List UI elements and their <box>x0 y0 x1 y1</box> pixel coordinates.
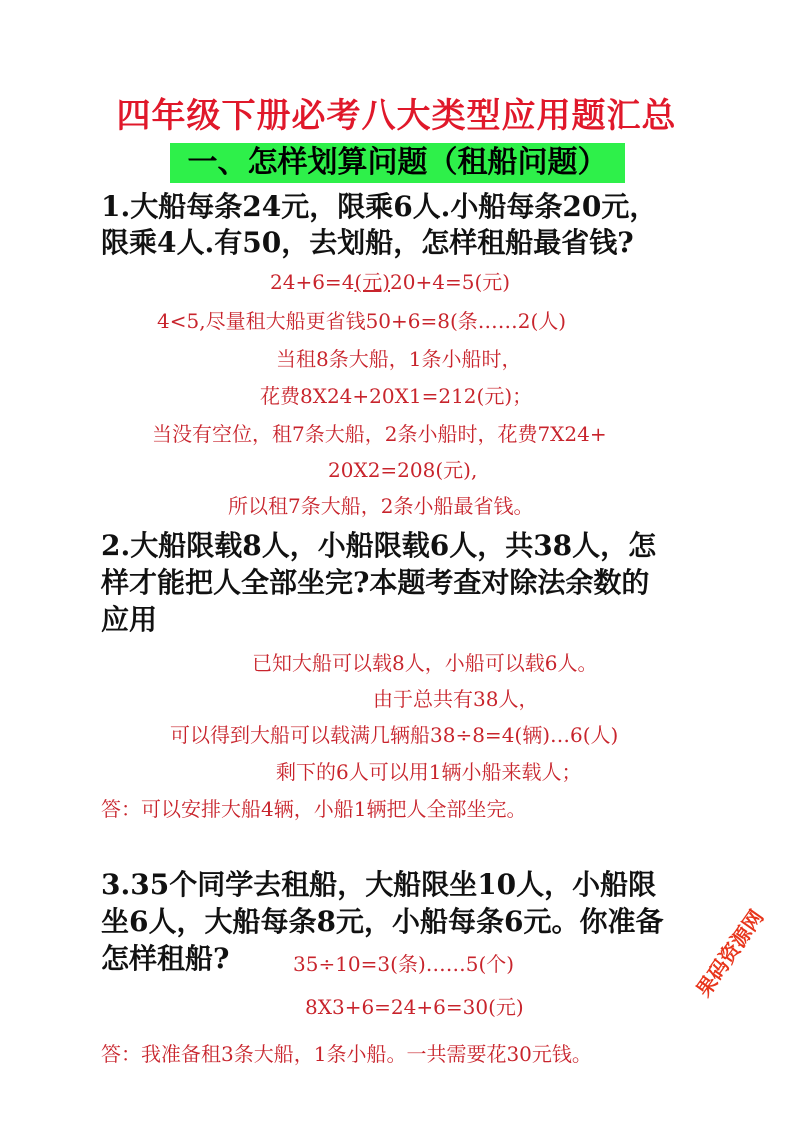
watermark-logo: 果码资源网 <box>691 905 769 1002</box>
q1-answer-line7: 所以租7条大船，2条小船最省钱。 <box>228 494 534 518</box>
q2-answer-line1: 已知大船可以载8人，小船可以载6人。 <box>252 651 598 675</box>
q1-answer-line5: 当没有空位，租7条大船，2条小船时，花费7X24+ <box>152 422 607 446</box>
page-title: 四年级下册必考八大类型应用题汇总 <box>116 96 677 136</box>
q1-answer-line1-underlined: (元) <box>354 270 391 294</box>
q1-line1: 1.大船每条24元，限乘6人.小船每条20元， <box>101 190 658 223</box>
q1-answer-line6: 20X2=208(元), <box>328 458 478 482</box>
q1-answer-line1 <box>270 268 510 296</box>
q2-answer-line3: 可以得到大船可以载满几辆船38÷8=4(辆)…6(人) <box>170 723 619 747</box>
q1-answer-line4: 花费8X24+20X1=212(元)； <box>260 384 533 408</box>
q2-line1: 2.大船限载8人，小船限载6人，共38人，怎 <box>101 529 657 562</box>
q1-answer-line1-pre: 24+6=4 <box>270 270 355 294</box>
q2-answer-conclusion: 答：可以安排大船4辆，小船1辆把人全部坐完。 <box>101 797 527 821</box>
q2-line3: 应用 <box>101 603 158 636</box>
section-heading: 一、怎样划算问题（租船问题） <box>170 143 625 183</box>
q2-line2: 样才能把人全部坐完?本题考查对除法余数的 <box>101 566 650 599</box>
q3-answer-line2: 8X3+6=24+6=30(元) <box>305 995 524 1019</box>
q2-answer-line4: 剩下的6人可以用1辆小船来载人； <box>276 760 582 784</box>
q1-line2: 限乘4人.有50，去划船，怎样租船最省钱? <box>101 226 634 259</box>
q3-line2: 坐6人，大船每条8元，小船每条6元。你准备 <box>101 905 664 938</box>
q2-answer-line2: 由于总共有38人， <box>373 687 539 711</box>
q1-answer-line2: 4<5,尽量租大船更省钱50+6=8(条……2(人) <box>157 309 567 333</box>
q3-line1: 3.35个同学去租船，大船限坐10人，小船限 <box>101 868 657 901</box>
q3-answer-line1: 35÷10=3(条)……5(个) <box>293 952 515 976</box>
q1-answer-line1-post: 20+4=5(元) <box>390 270 511 294</box>
q3-line3: 怎样租船? <box>101 942 230 975</box>
q1-answer-line3: 当租8条大船，1条小船时， <box>276 347 522 371</box>
q3-answer-conclusion: 答：我准备租3条大船，1条小船。一共需要花30元钱。 <box>101 1042 592 1066</box>
